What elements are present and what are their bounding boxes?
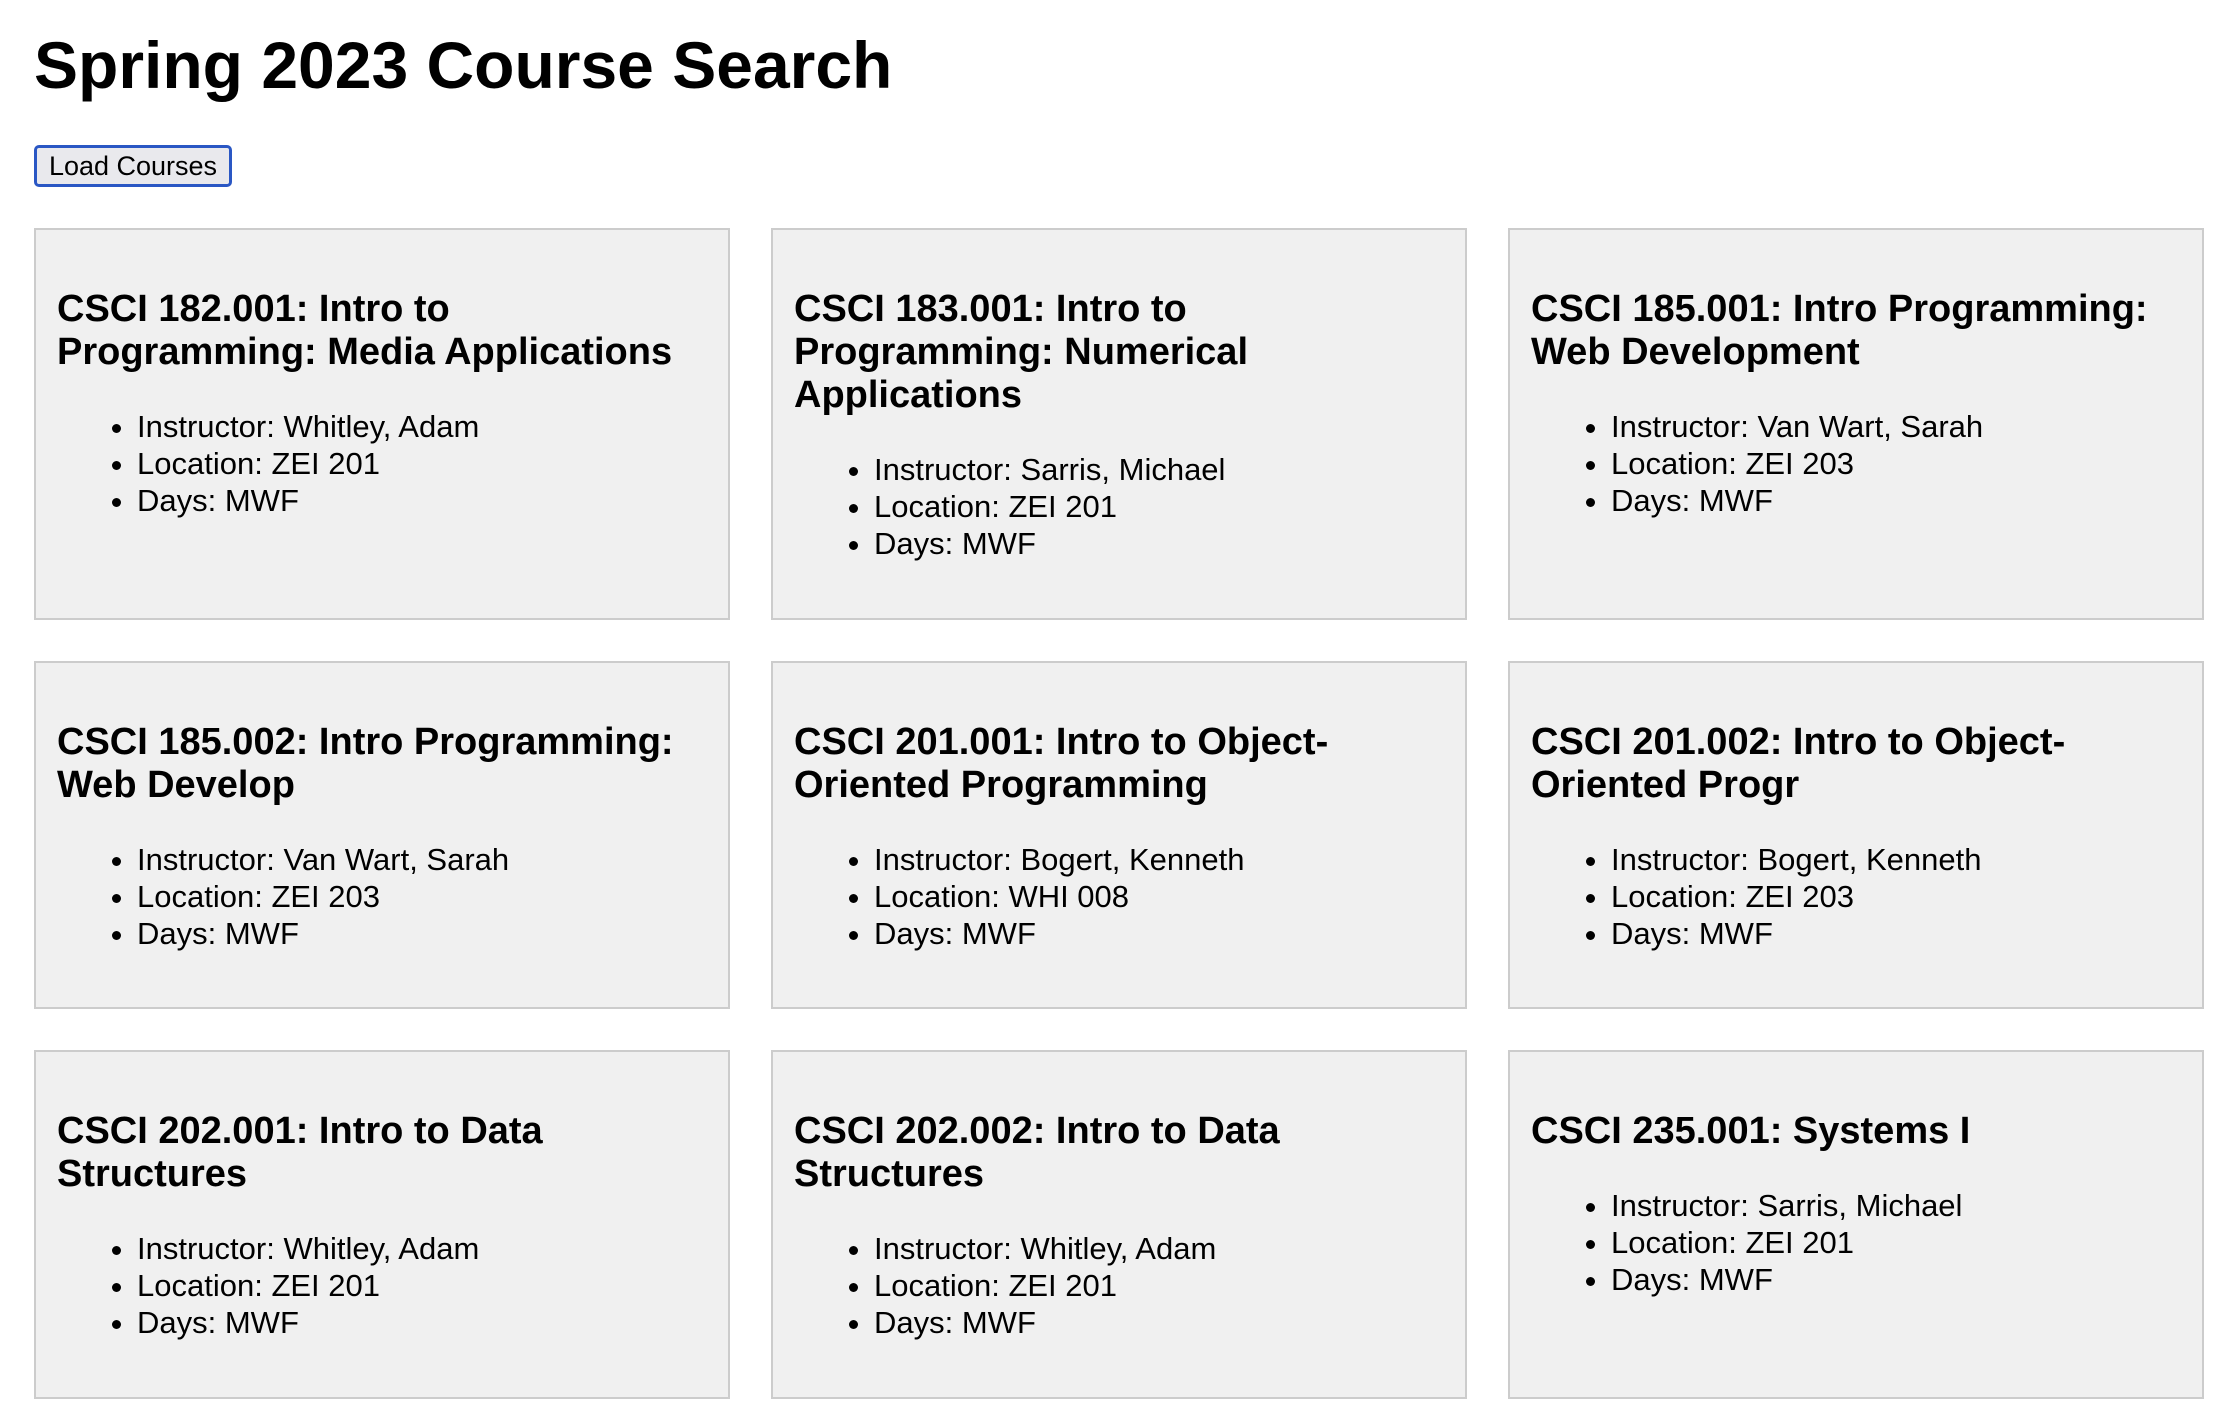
days-value: MWF <box>1698 483 1773 518</box>
course-location <box>874 1267 1445 1304</box>
course-instructor <box>1611 1187 2182 1224</box>
course-card <box>1508 661 2204 1009</box>
location-label: Location: <box>137 446 272 481</box>
days-value: MWF <box>224 1305 299 1340</box>
instructor-label: Instructor: <box>137 409 284 444</box>
instructor-value: Van Wart, Sarah <box>1757 409 1984 444</box>
course-card <box>34 228 730 620</box>
course-title: CSCI 202.002: Intro to Data Structures <box>794 1110 1280 1195</box>
course-details <box>57 1230 708 1341</box>
location-label: Location: <box>137 1268 272 1303</box>
course-days <box>1611 482 2182 519</box>
days-label: Days: <box>874 1305 962 1340</box>
location-label: Location: <box>1611 879 1746 914</box>
course-card <box>1508 228 2204 620</box>
course-instructor <box>137 1230 708 1267</box>
instructor-value: Bogert, Kenneth <box>1020 842 1245 877</box>
course-details <box>794 1230 1445 1341</box>
instructor-value: Sarris, Michael <box>1757 1188 1963 1223</box>
course-details <box>794 451 1445 562</box>
location-label: Location: <box>1611 1225 1746 1260</box>
course-location <box>874 488 1445 525</box>
course-instructor <box>1611 408 2182 445</box>
page-title: Spring 2023 Course Search <box>34 28 893 102</box>
instructor-value: Sarris, Michael <box>1020 452 1226 487</box>
course-card <box>34 1050 730 1399</box>
instructor-value: Whitley, Adam <box>283 1231 480 1266</box>
days-label: Days: <box>137 1305 225 1340</box>
course-card <box>771 228 1467 620</box>
days-label: Days: <box>874 526 962 561</box>
course-instructor <box>1611 841 2182 878</box>
course-location <box>874 878 1445 915</box>
course-title: CSCI 183.001: Intro to Programming: Numerical Applications <box>794 288 1248 416</box>
course-details <box>57 408 708 519</box>
course-details <box>1531 841 2182 952</box>
course-title: CSCI 182.001: Intro to Programming: Media Applications <box>57 288 673 373</box>
location-value: ZEI 201 <box>1745 1225 1854 1260</box>
days-label: Days: <box>137 916 225 951</box>
location-label: Location: <box>874 489 1009 524</box>
course-grid <box>34 228 2200 1399</box>
course-card <box>1508 1050 2204 1399</box>
location-value: WHI 008 <box>1008 879 1130 914</box>
location-label: Location: <box>137 879 272 914</box>
course-days <box>1611 915 2182 952</box>
instructor-label: Instructor: <box>1611 409 1758 444</box>
course-details <box>1531 1187 2182 1298</box>
instructor-label: Instructor: <box>1611 842 1758 877</box>
location-value: ZEI 201 <box>271 446 380 481</box>
days-label: Days: <box>1611 916 1699 951</box>
course-details <box>57 841 708 952</box>
course-instructor <box>137 408 708 445</box>
days-label: Days: <box>137 483 225 518</box>
course-location <box>137 445 708 482</box>
course-location <box>1611 445 2182 482</box>
course-card <box>771 661 1467 1009</box>
instructor-value: Whitley, Adam <box>1020 1231 1217 1266</box>
course-instructor <box>874 1230 1445 1267</box>
course-title: CSCI 235.001: Systems I <box>1531 1110 1971 1152</box>
instructor-label: Instructor: <box>137 842 284 877</box>
instructor-label: Instructor: <box>874 1231 1021 1266</box>
course-title: CSCI 202.001: Intro to Data Structures <box>57 1110 543 1195</box>
location-value: ZEI 201 <box>1008 489 1117 524</box>
instructor-label: Instructor: <box>874 842 1021 877</box>
days-value: MWF <box>1698 1262 1773 1297</box>
course-instructor <box>874 451 1445 488</box>
location-label: Location: <box>874 879 1009 914</box>
location-value: ZEI 203 <box>1745 879 1854 914</box>
course-location <box>1611 1224 2182 1261</box>
course-days <box>137 1304 708 1341</box>
course-days <box>137 482 708 519</box>
days-value: MWF <box>1698 916 1773 951</box>
instructor-label: Instructor: <box>874 452 1021 487</box>
course-location <box>137 878 708 915</box>
instructor-value: Whitley, Adam <box>283 409 480 444</box>
course-days <box>874 915 1445 952</box>
days-label: Days: <box>874 916 962 951</box>
course-location <box>1611 878 2182 915</box>
location-label: Location: <box>1611 446 1746 481</box>
days-value: MWF <box>961 1305 1036 1340</box>
course-title: CSCI 201.001: Intro to Object-Oriented Programming <box>794 721 1329 806</box>
location-label: Location: <box>874 1268 1009 1303</box>
days-label: Days: <box>1611 1262 1699 1297</box>
days-value: MWF <box>224 916 299 951</box>
location-value: ZEI 203 <box>271 879 380 914</box>
course-days <box>1611 1261 2182 1298</box>
course-days <box>874 525 1445 562</box>
course-title: CSCI 185.001: Intro Programming: Web Development <box>1531 288 2148 373</box>
course-details <box>1531 408 2182 519</box>
days-value: MWF <box>961 916 1036 951</box>
course-card <box>34 661 730 1009</box>
course-days <box>137 915 708 952</box>
days-value: MWF <box>961 526 1036 561</box>
instructor-label: Instructor: <box>1611 1188 1758 1223</box>
course-details <box>794 841 1445 952</box>
course-title: CSCI 201.002: Intro to Object-Oriented Progr <box>1531 721 2066 806</box>
instructor-value: Bogert, Kenneth <box>1757 842 1982 877</box>
course-title: CSCI 185.002: Intro Programming: Web Develop <box>57 721 674 806</box>
days-label: Days: <box>1611 483 1699 518</box>
course-instructor <box>137 841 708 878</box>
instructor-label: Instructor: <box>137 1231 284 1266</box>
location-value: ZEI 203 <box>1745 446 1854 481</box>
course-instructor <box>874 841 1445 878</box>
location-value: ZEI 201 <box>271 1268 380 1303</box>
load-courses-button[interactable]: Load Courses <box>34 145 232 187</box>
course-card <box>771 1050 1467 1399</box>
course-location <box>137 1267 708 1304</box>
days-value: MWF <box>224 483 299 518</box>
instructor-value: Van Wart, Sarah <box>283 842 510 877</box>
course-days <box>874 1304 1445 1341</box>
location-value: ZEI 201 <box>1008 1268 1117 1303</box>
